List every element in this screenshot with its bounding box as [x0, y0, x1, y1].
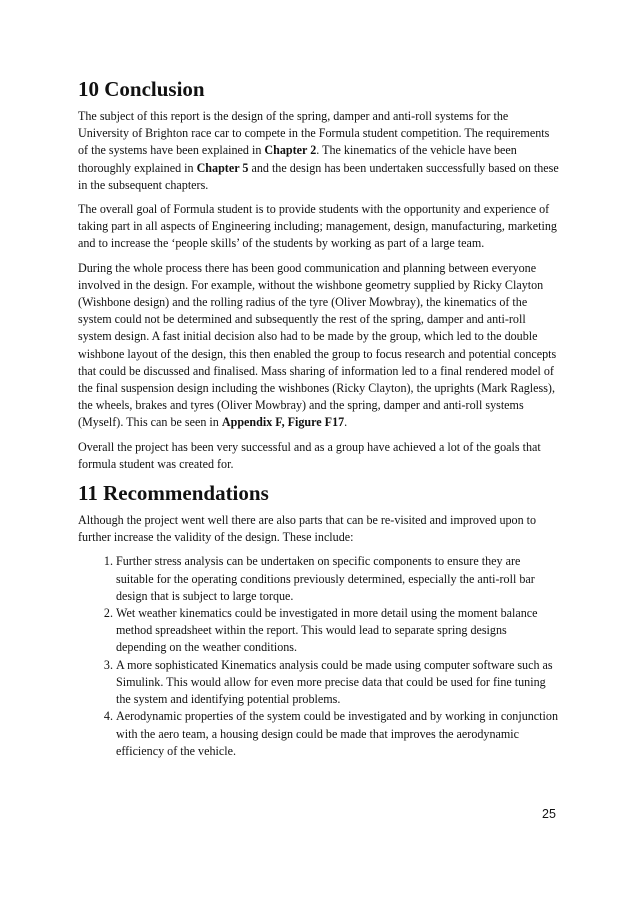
list-item: 1. Further stress analysis can be undertaken on specific components to ensure they are suitable for the operating conditions previously determined, especially the anti-roll bar design that is subject to large torque.: [116, 553, 560, 605]
conclusion-paragraph-2: The overall goal of Formula student is to provide students with the opportunity and experience of taking part in all aspects of Engineering including; management, design, manufacturing, marketing and to increase the ‘people skills’ of the students by working as part of a large team.: [78, 202, 557, 251]
list-item: 4. Aerodynamic properties of the system could be investigated and by working in conjunction with the aero team, a housing design could be made that improves the aerodynamic efficiency of the vehicle.: [116, 708, 560, 760]
document-page: [78, 76, 560, 760]
conclusion-heading: 10 Conclusion: [78, 77, 205, 101]
conclusion-paragraph-3: During the whole process there has been good communication and planning between everyone involved in the design. For example, without the wishbone geometry supplied by Ricky Clayton (Wishbone design) and the rolling radius of the tyre (Oliver Mowbray), the kinematics of the system could not be determined and subsequently the rest of the spring, damper and anti-roll system design. A fast initial decision also had to be made by the group, which led to the double wishbone layout of the design, this then enabled the group to focus research and potential concepts that could be discussed and finalised. Mass sharing of information led to a final rendered model of the final suspension design including the wishbones (Ricky Clayton), the uprights (Mark Ragless), the wheels, brakes and tyres (Oliver Mowbray) and the spring, damper and anti-roll systems (Myself). This can be seen in Appendix F, Figure F17.: [78, 260, 557, 430]
recommendations-intro: Although the project went well there are also parts that can be re-visited and improved upon to further increase the validity of the design. These include:: [78, 513, 537, 545]
conclusion-paragraph-1: The subject of this report is the design of the spring, damper and anti-roll systems for the University of Brighton race car to compete in the Formula student competition. The requirements of the systems have been explained in Chapter 2. The kinematics of the vehicle have been thoroughly explained in Chapter 5 and the design has been undertaken successfully based on these in the subsequent chapters.: [78, 109, 559, 192]
list-item: 2. Wet weather kinematics could be investigated in more detail using the moment balance method spreadsheet within the report. This would lead to separate spring designs depending on the weather conditions.: [116, 605, 560, 657]
page-number: 25: [542, 807, 556, 821]
recommendations-heading: 11 Recommendations: [78, 481, 269, 506]
recommendations-list: [78, 553, 560, 759]
conclusion-paragraph-4: Overall the project has been very successful and as a group have achieved a lot of the goals that formula student was created for.: [78, 439, 541, 471]
list-item: 3. A more sophisticated Kinematics analysis could be made using computer software such as Simulink. This would allow for even more precise data that could be used for fine tuning the system and identifying potential problems.: [116, 657, 560, 709]
chapter-2-ref: Chapter 2: [264, 143, 317, 158]
chapter-5-ref: Chapter 5: [196, 160, 249, 175]
appendix-f-ref: Appendix F, Figure F17: [221, 415, 345, 430]
